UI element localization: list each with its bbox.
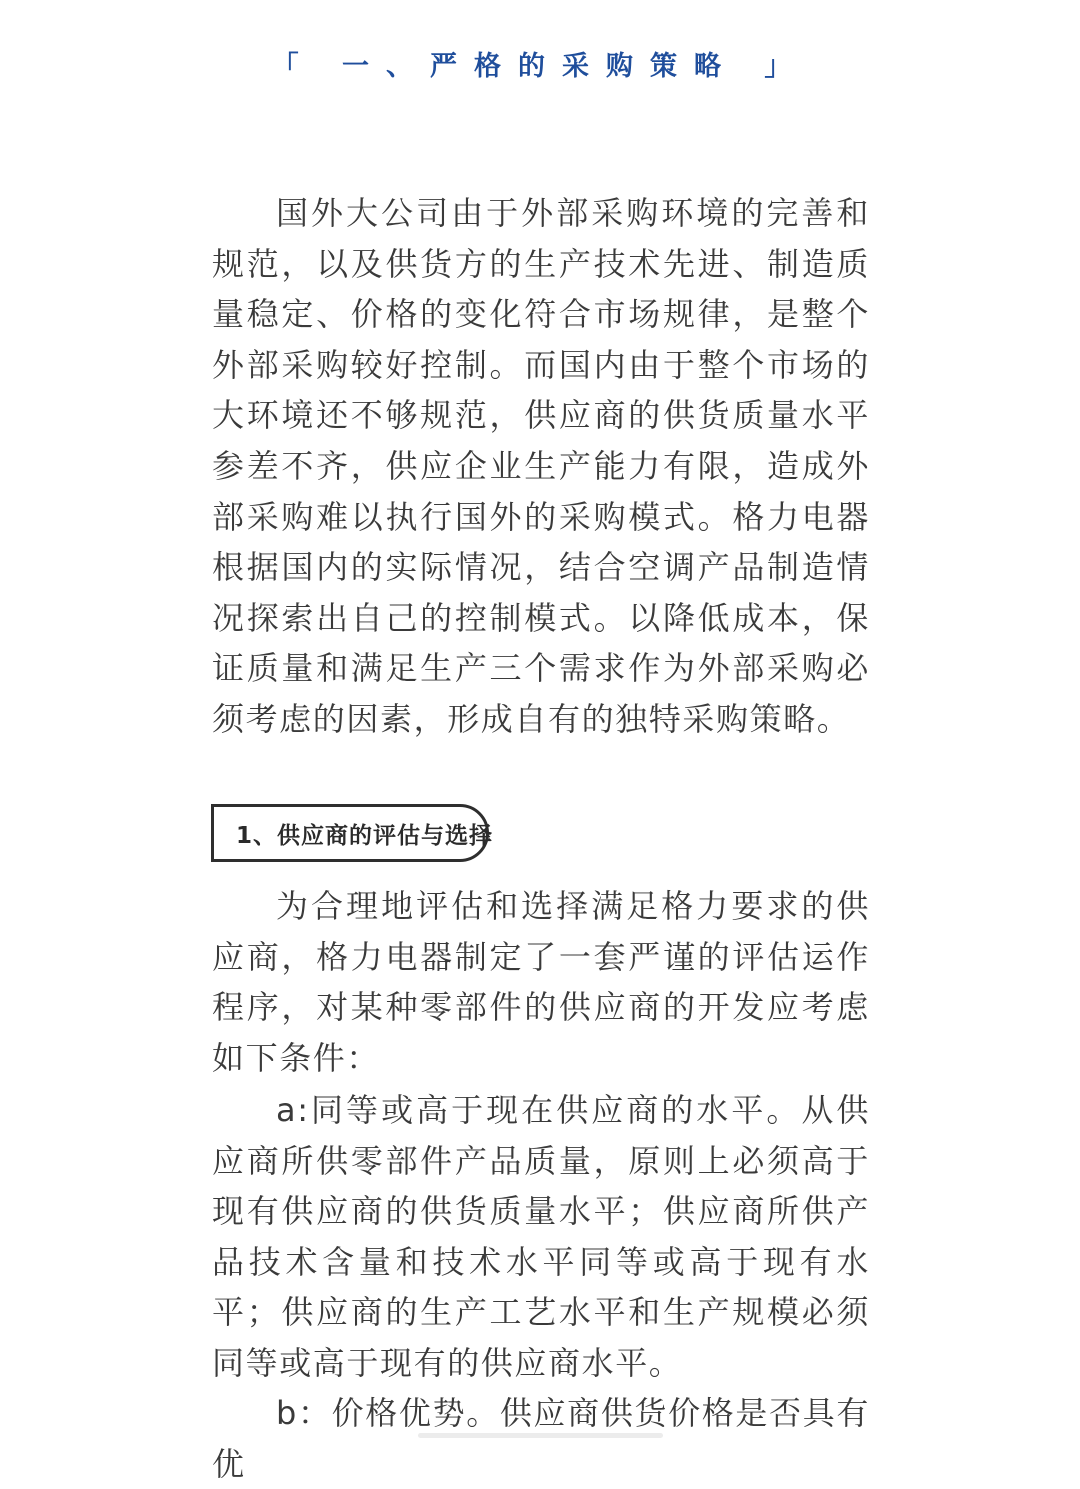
- subsection-heading: 1、供应商的评估与选择: [236, 822, 494, 849]
- condition-item-a: a:同等或高于现在供应商的水平。从供应商所供零部件产品质量，原则上必须高于现有供应商的供货质量水平；供应商所供产品技术含量和技术水平同等或高于现有水平；供应商的生产工艺水平和生产规模必须同等或高于现有的供应商水平。: [212, 1091, 870, 1382]
- intro-paragraph: 国外大公司由于外部采购环境的完善和规范，以及供货方的生产技术先进、制造质量稳定、价格的变化符合市场规律，是整个外部采购较好控制。而国内由于整个市场的大环境还不够规范，供应商的供货质量水平参差不齐，供应企业生产能力有限，造成外部采购难以执行国外的采购模式。格力电器根据国内的实际情况，结合空调产品制造情况探索出自己的控制模式。以降低成本，保证质量和满足生产三个需求作为外部采购必须考虑的因素，形成自有的独特采购策略。: [212, 194, 870, 738]
- subsection-paragraph: 为合理地评估和选择满足格力要求的供应商，格力电器制定了一套严谨的评估运作程序，对某种零部件的供应商的开发应考虑如下条件：: [212, 887, 870, 1077]
- scroll-indicator: [418, 1433, 663, 1438]
- section-title: 「 一、严格的采购策略 」: [271, 51, 809, 82]
- subsection-heading-box: [211, 804, 494, 862]
- condition-item-b: b：价格优势。供应商供货价格是否具有优: [212, 1394, 870, 1483]
